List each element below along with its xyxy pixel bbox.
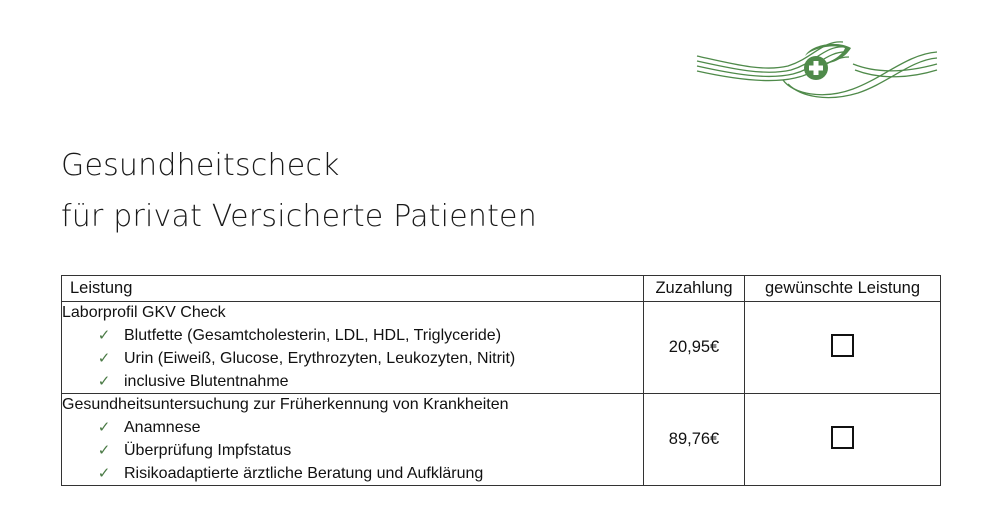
selection-cell [745, 394, 941, 486]
service-item-list [62, 416, 643, 485]
list-item-label: Urin (Eiweiß, Glucose, Erythrozyten, Leukozyten, Nitrit) [124, 350, 516, 367]
header-desired: gewünschte Leistung [745, 276, 941, 302]
check-icon: ✓ [97, 373, 111, 390]
service-description [62, 394, 644, 486]
service-title: Gesundheitsuntersuchung zur Früherkennung von Krankheiten [62, 396, 509, 413]
price-cell: 89,76€ [644, 394, 745, 486]
title-line-1: Gesundheitscheck [61, 148, 340, 183]
check-icon: ✓ [97, 327, 111, 344]
list-item [94, 416, 643, 439]
services-table [61, 275, 941, 486]
list-item-label: inclusive Blutentnahme [124, 373, 289, 390]
check-icon: ✓ [97, 350, 111, 367]
selection-cell [745, 302, 941, 394]
practice-logo [693, 34, 939, 102]
check-icon: ✓ [97, 419, 111, 436]
list-item-label: Anamnese [124, 419, 201, 436]
service-description [62, 302, 644, 394]
list-item-label: Risikoadaptierte ärztliche Beratung und Aufklärung [124, 465, 484, 482]
table-header-row [62, 276, 941, 302]
list-item [94, 439, 643, 462]
selection-checkbox[interactable] [831, 426, 854, 449]
check-icon: ✓ [97, 442, 111, 459]
list-item-label: Überprüfung Impfstatus [124, 442, 292, 459]
list-item [94, 462, 643, 485]
selection-checkbox[interactable] [831, 334, 854, 357]
table-row [62, 302, 941, 394]
page-title [61, 140, 537, 242]
table-row [62, 394, 941, 486]
header-copay: Zuzahlung [644, 276, 745, 302]
list-item-label: Blutfette (Gesamtcholesterin, LDL, HDL, Triglyceride) [124, 327, 502, 344]
header-service: Leistung [62, 276, 644, 302]
service-item-list [62, 324, 643, 393]
list-item [94, 324, 643, 347]
price-cell: 20,95€ [644, 302, 745, 394]
list-item [94, 370, 643, 393]
list-item [94, 347, 643, 370]
check-icon: ✓ [97, 465, 111, 482]
title-line-2: für privat Versicherte Patienten [61, 199, 537, 234]
service-title: Laborprofil GKV Check [62, 304, 226, 321]
